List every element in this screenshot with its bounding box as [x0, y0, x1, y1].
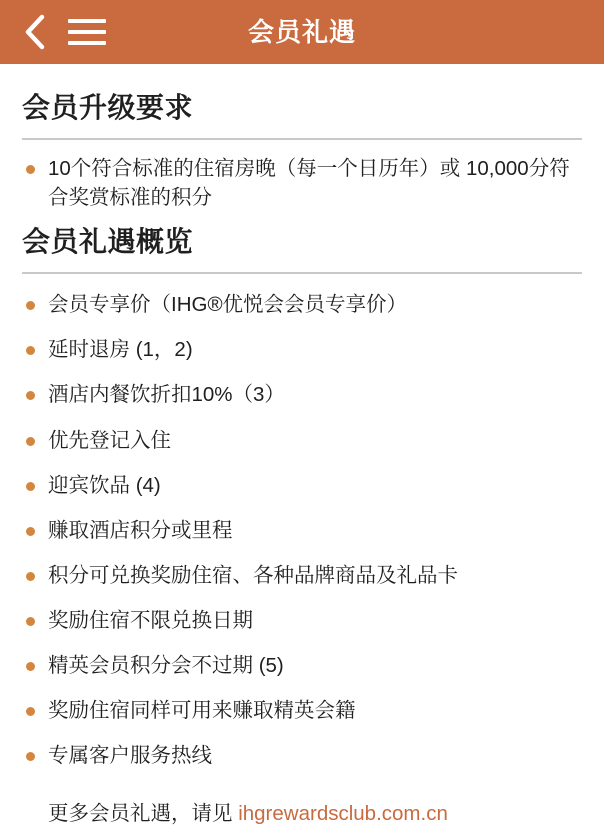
back-button[interactable] [18, 12, 52, 52]
list-item: 专属客户服务热线 [22, 741, 582, 770]
list-item: 酒店内餐饮折扣10%（3） [22, 380, 582, 409]
footnote [22, 800, 582, 829]
list-item: 会员专享价（IHG®优悦会会员专享价） [22, 290, 582, 319]
list-item: 赚取酒店积分或里程 [22, 516, 582, 545]
divider [22, 138, 582, 140]
list-item: 奖励住宿不限兑换日期 [22, 606, 582, 635]
list-item: 延时退房 (1，2) [22, 335, 582, 364]
requirements-list [22, 154, 582, 212]
divider [22, 272, 582, 274]
section-title-upgrade-requirements: 会员升级要求 [22, 92, 194, 123]
chevron-left-icon [23, 13, 47, 51]
section-title-benefits-overview: 会员礼遇概览 [22, 226, 194, 258]
rewards-club-link[interactable]: ihgrewardsclub.com.cn [238, 802, 448, 826]
app-header [0, 0, 604, 64]
list-item: 迎宾饮品 (4) [22, 471, 582, 500]
page-title: 会员礼遇 [247, 17, 356, 47]
list-item: 奖励住宿同样可用来赚取精英会籍 [22, 696, 582, 725]
list-item: 积分可兑换奖励住宿、各种品牌商品及礼品卡 [22, 561, 582, 590]
list-item: 优先登记入住 [22, 426, 582, 455]
hamburger-menu-icon[interactable] [64, 12, 110, 52]
page-content [0, 64, 604, 829]
list-item: 精英会员积分会不过期 (5) [22, 651, 582, 680]
footnote-text: 更多会员礼遇，请见 [48, 802, 239, 826]
list-item: 10个符合标准的住宿房晚（每一个日历年）或 10,000分符合奖赏标准的积分 [22, 154, 582, 212]
benefits-list [22, 290, 582, 770]
